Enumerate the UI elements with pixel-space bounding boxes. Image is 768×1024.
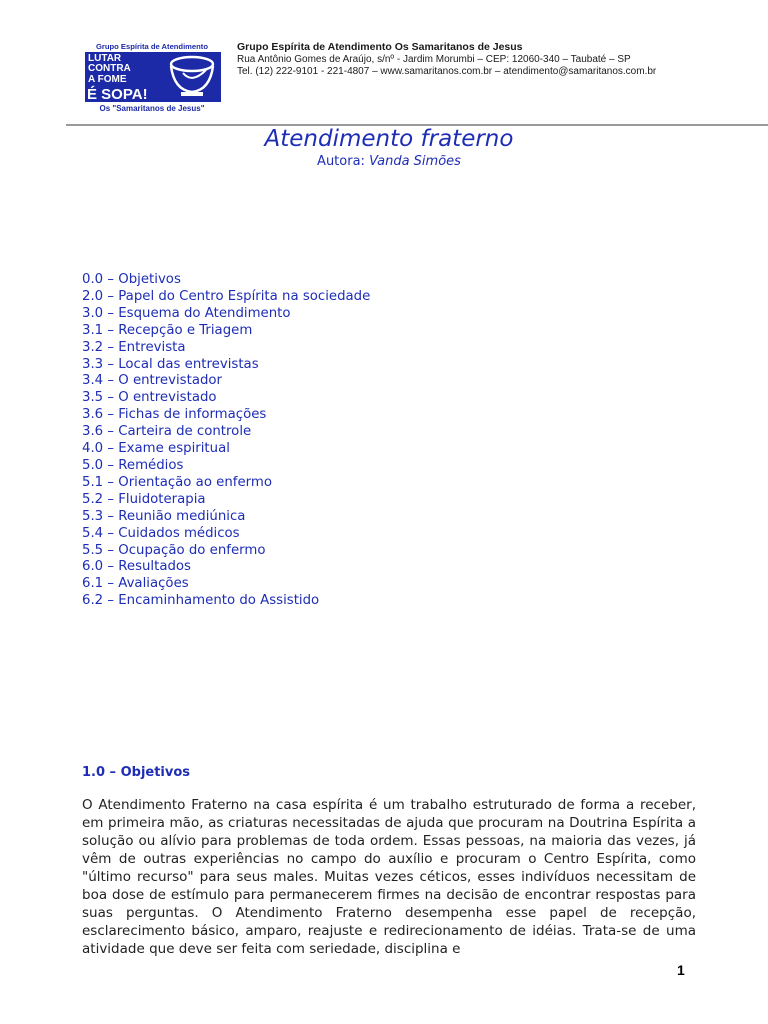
section-heading: 1.0 – Objetivos — [82, 765, 191, 780]
page-number: 1 — [677, 962, 685, 978]
toc-item: 5.1 – Orientação ao enfermo — [82, 474, 272, 490]
logo-top-text: Grupo Espírita de Atendimento — [96, 42, 208, 51]
document-title: Atendimento fraterno — [264, 126, 514, 152]
logo-line-3: A FOME — [88, 74, 127, 85]
toc-item: 6.2 – Encaminhamento do Assistido — [82, 593, 320, 609]
author-name: Vanda Simões — [369, 154, 461, 169]
toc-item: 2.0 – Papel do Centro Espírita na sociedade — [82, 288, 371, 304]
table-of-contents — [82, 272, 370, 610]
toc-item: 4.0 – Exame espiritual — [82, 441, 230, 457]
toc-item: 3.5 – O entrevistado — [82, 390, 217, 406]
toc-item: 3.0 – Esquema do Atendimento — [82, 305, 291, 321]
author-line — [0, 154, 768, 169]
toc-item: 5.0 – Remédios — [82, 457, 184, 473]
logo-bottom-text: Os "Samaritanos de Jesus" — [99, 104, 205, 113]
toc-item: 3.6 – Carteira de controle — [82, 424, 252, 440]
organization-contact: Tel. (12) 222-9101 - 221-4807 – www.samaritanos.com.br – atendimento@samaritanos.com.br — [237, 66, 657, 77]
logo-line-1: LUTAR — [88, 53, 122, 64]
toc-item: 5.5 – Ocupação do enfermo — [82, 542, 266, 558]
toc-item: 3.2 – Entrevista — [82, 339, 186, 355]
toc-item: 0.0 – Objetivos — [82, 272, 181, 287]
toc-item: 3.3 – Local das entrevistas — [82, 356, 259, 372]
letterhead — [237, 41, 656, 78]
toc-item: 6.0 – Resultados — [82, 559, 191, 575]
toc-item: 3.4 – O entrevistador — [82, 373, 223, 389]
organization-logo — [84, 42, 221, 114]
toc-item: 3.1 – Recepção e Triagem — [82, 322, 253, 338]
toc-item: 5.2 – Fluidoterapia — [82, 491, 206, 507]
toc-item: 3.6 – Fichas de informações — [82, 407, 267, 423]
toc-item: 5.4 – Cuidados médicos — [82, 525, 240, 541]
logo-line-4: É SOPA! — [87, 86, 148, 103]
organization-name: Grupo Espírita de Atendimento Os Samaritanos de Jesus — [237, 41, 523, 53]
toc-item: 6.1 – Avaliações — [82, 576, 189, 592]
logo-line-2: CONTRA — [88, 63, 131, 74]
organization-address: Rua Antônio Gomes de Araújo, s/nº - Jardim Morumbi – CEP: 12060-340 – Taubaté – SP — [237, 54, 631, 65]
author-label: Autora: — [317, 154, 370, 169]
body-paragraph: O Atendimento Fraterno na casa espírita é um trabalho estruturado de forma a receber, em primeira mão, as criaturas necessitadas de ajuda que procuram na Doutrina Espírita a solução ou alívio para problemas de toda ordem. Essas pessoas, na maioria das vezes, já vêm de outras experiências no campo do auxílio e procuram o Centro Espírita, como "último recurso" para seus males. Muitas vezes céticos, esses indivíduos necessitam de boa dose de estímulo para permanecerem firmes na decisão de encontrar respostas para suas perguntas. O Atendimento Fraterno desempenha esse papel de recepção, esclarecimento básico, amparo, reajuste e redirecionamento de idéias. Trata-se de uma atividade que deve ser feita com seriedade, disciplina e — [82, 797, 696, 957]
toc-item: 5.3 – Reunião mediúnica — [82, 508, 246, 524]
